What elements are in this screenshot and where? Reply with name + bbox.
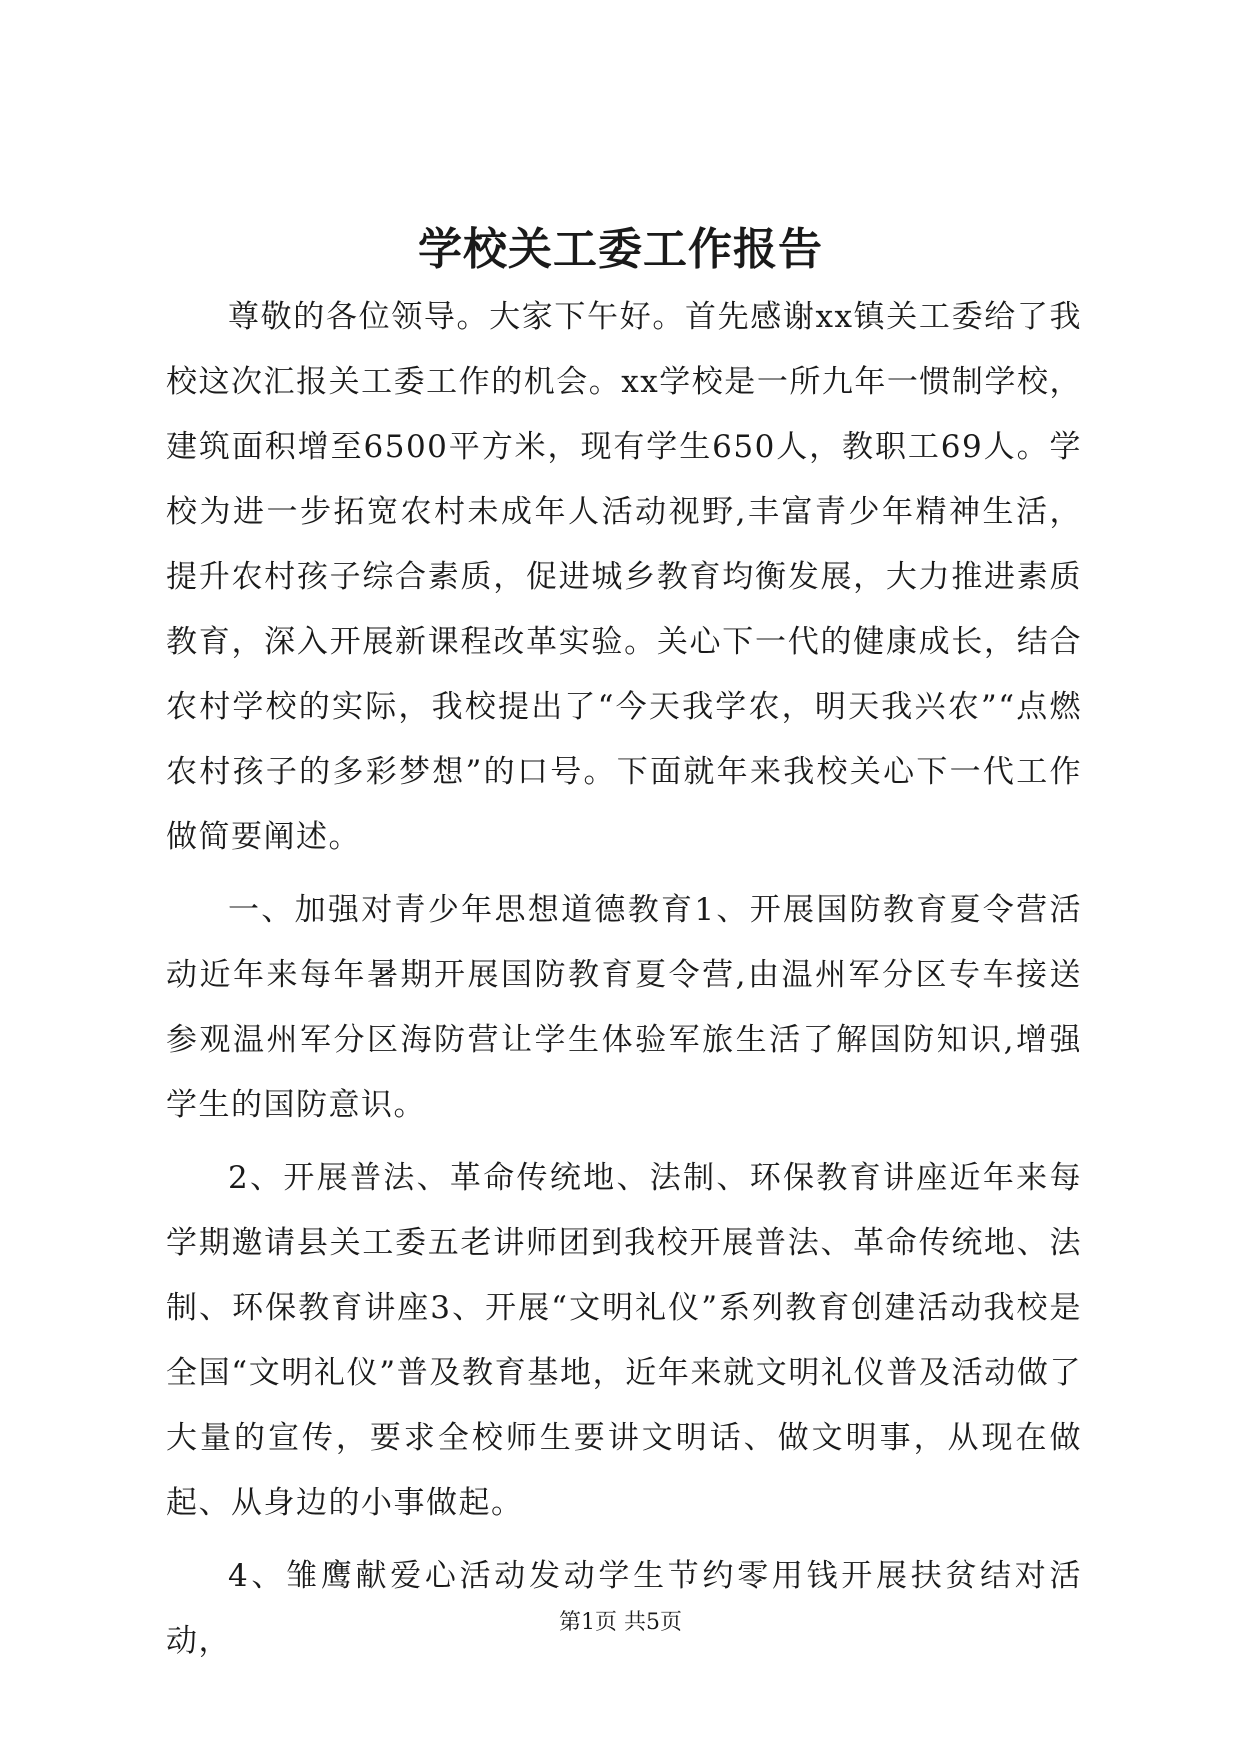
document-title: 学校关工委工作报告	[418, 224, 823, 275]
paragraph-section-1: 一、加强对青少年思想道德教育1、开展国防教育夏令营活动近年来每年暑期开展国防教育夏令营,由温州军分区专车接送参观温州军分区海防营让学生体验军旅生活了解国防知识,增强学生的国防意识。	[166, 892, 1082, 1123]
paragraph-section-4: 4、雏鹰献爱心活动发动学生节约零用钱开展扶贫结对活动，	[166, 1558, 1082, 1659]
page-indicator: 第1页 共5页	[559, 1610, 682, 1635]
page-footer	[0, 1608, 1241, 1638]
paragraph-intro: 尊敬的各位领导。大家下午好。首先感谢xx镇关工委给了我校这次汇报关工委工作的机会。xx学校是一所九年一惯制学校，建筑面积增至6500平方米，现有学生650人，教职工69人。学校为进一步拓宽农村未成年人活动视野,丰富青少年精神生活，提升农村孩子综合素质，促进城乡教育均衡发展，大力推进素质教育，深入开展新课程改革实验。关心下一代的健康成长，结合农村学校的实际，我校提出了“今天我学农，明天我兴农”“点燃农村孩子的多彩梦想”的口号。下面就年来我校关心下一代工作做简要阐述。	[166, 299, 1082, 855]
paragraph-section-2: 2、开展普法、革命传统地、法制、环保教育讲座近年来每学期邀请县关工委五老讲师团到我校开展普法、革命传统地、法制、环保教育讲座3、开展“文明礼仪”系列教育创建活动我校是全国“文明礼仪”普及教育基地，近年来就文明礼仪普及活动做了大量的宣传，要求全校师生要讲文明话、做文明事，从现在做起、从身边的小事做起。	[166, 1160, 1082, 1521]
document-body	[166, 285, 1082, 1682]
